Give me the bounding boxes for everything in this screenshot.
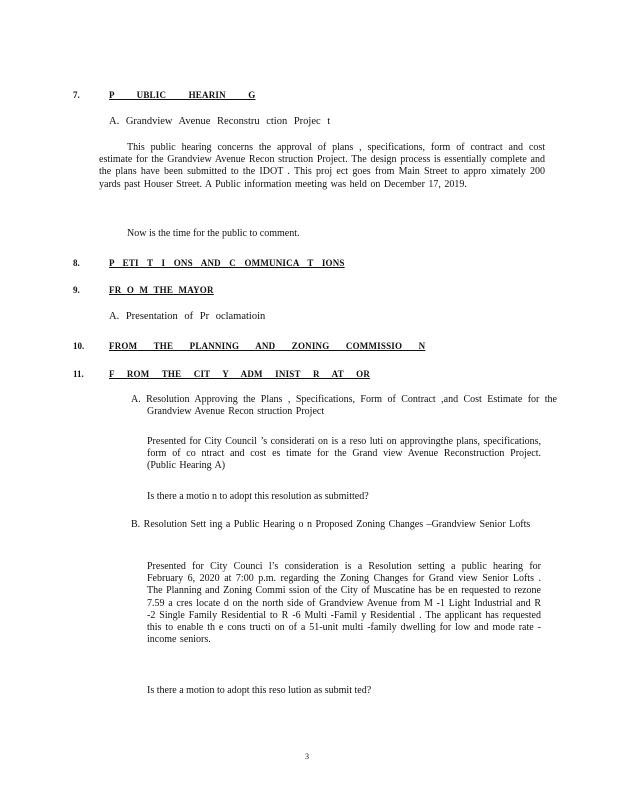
page-number: 3: [305, 752, 309, 761]
heading-from-mayor: FR O M THE MAYOR: [109, 285, 214, 295]
resolution-a-title: A. Resolution Approving the Plans , Specifications, Form of Contract ,and Cost Estimate for the Grandview Avenue Recon struction Project: [131, 394, 557, 418]
resolution-b-paragraph: Presented for City Counci l’s consideration is a Resolution setting a public hearing for February 6, 2020 at 7:00 p.m. regarding the Zoning Changes for Grand view Senior Lofts . The Planning and Zoning Commi ssion of the City of Muscatine has be en requested to rezone 7.59 a cres locate d on the north side of Grandview Avenue from M -1 Light Industrial and R -2 Single Family Residential to R -6 Multi -Famil y Residential . The applicant has requested this to enable th e cons tructi on of a 51-unit multi -family dwelling for low and mode rate -income seniors.: [147, 561, 541, 646]
subhead-grandview-reconstruction: A. Grandview Avenue Reconstru ction Projec t: [109, 116, 331, 127]
heading-petitions-communications: P ETI T I ONS AND C OMMUNICA T IONS: [109, 258, 345, 268]
resolution-a-question: Is there a motio n to adopt this resolution as submitted?: [147, 491, 369, 502]
heading-city-administrator: F ROM THE CIT Y ADM INIST R AT OR: [109, 369, 371, 379]
resolution-a-paragraph: Presented for City Council ’s considerati on is a reso luti on approvingthe plans, specifications, form of co ntract and cost es timate for the Grand view Avenue Reconstruction Project. (Public Hearing A): [147, 436, 541, 472]
public-comment-text: Now is the time for the public to comment.: [127, 228, 300, 239]
resolution-b-question: Is there a motion to adopt this reso lution as submit ted?: [147, 685, 372, 696]
item-number-8: 8.: [73, 258, 80, 268]
item-number-11: 11.: [73, 369, 84, 379]
item-number-10: 10.: [73, 341, 85, 351]
paragraph-public-hearing: This public hearing concerns the approval of plans , specifications, form of contract and cost estimate for the Grandview Avenue Recon struction Project. The design process is essentially complete and the plans have been submitted to the IDOT . This proj ect goes from Main Street to appro ximately 200 yards past Houser Street. A Public information meeting was held on December 17, 2019.: [99, 142, 545, 190]
item-number-7: 7.: [73, 90, 80, 100]
heading-public-hearing: P UBLIC HEARIN G: [109, 90, 256, 100]
heading-planning-zoning: FROM THE PLANNING AND ZONING COMMISSIO N: [109, 341, 426, 351]
resolution-b-title: B. Resolution Sett ing a Public Hearing o n Proposed Zoning Changes –Grandview Senior Lofts: [131, 519, 531, 530]
item-number-9: 9.: [73, 285, 80, 295]
subhead-proclamation: A. Presentation of Pr oclamatioin: [109, 311, 266, 322]
